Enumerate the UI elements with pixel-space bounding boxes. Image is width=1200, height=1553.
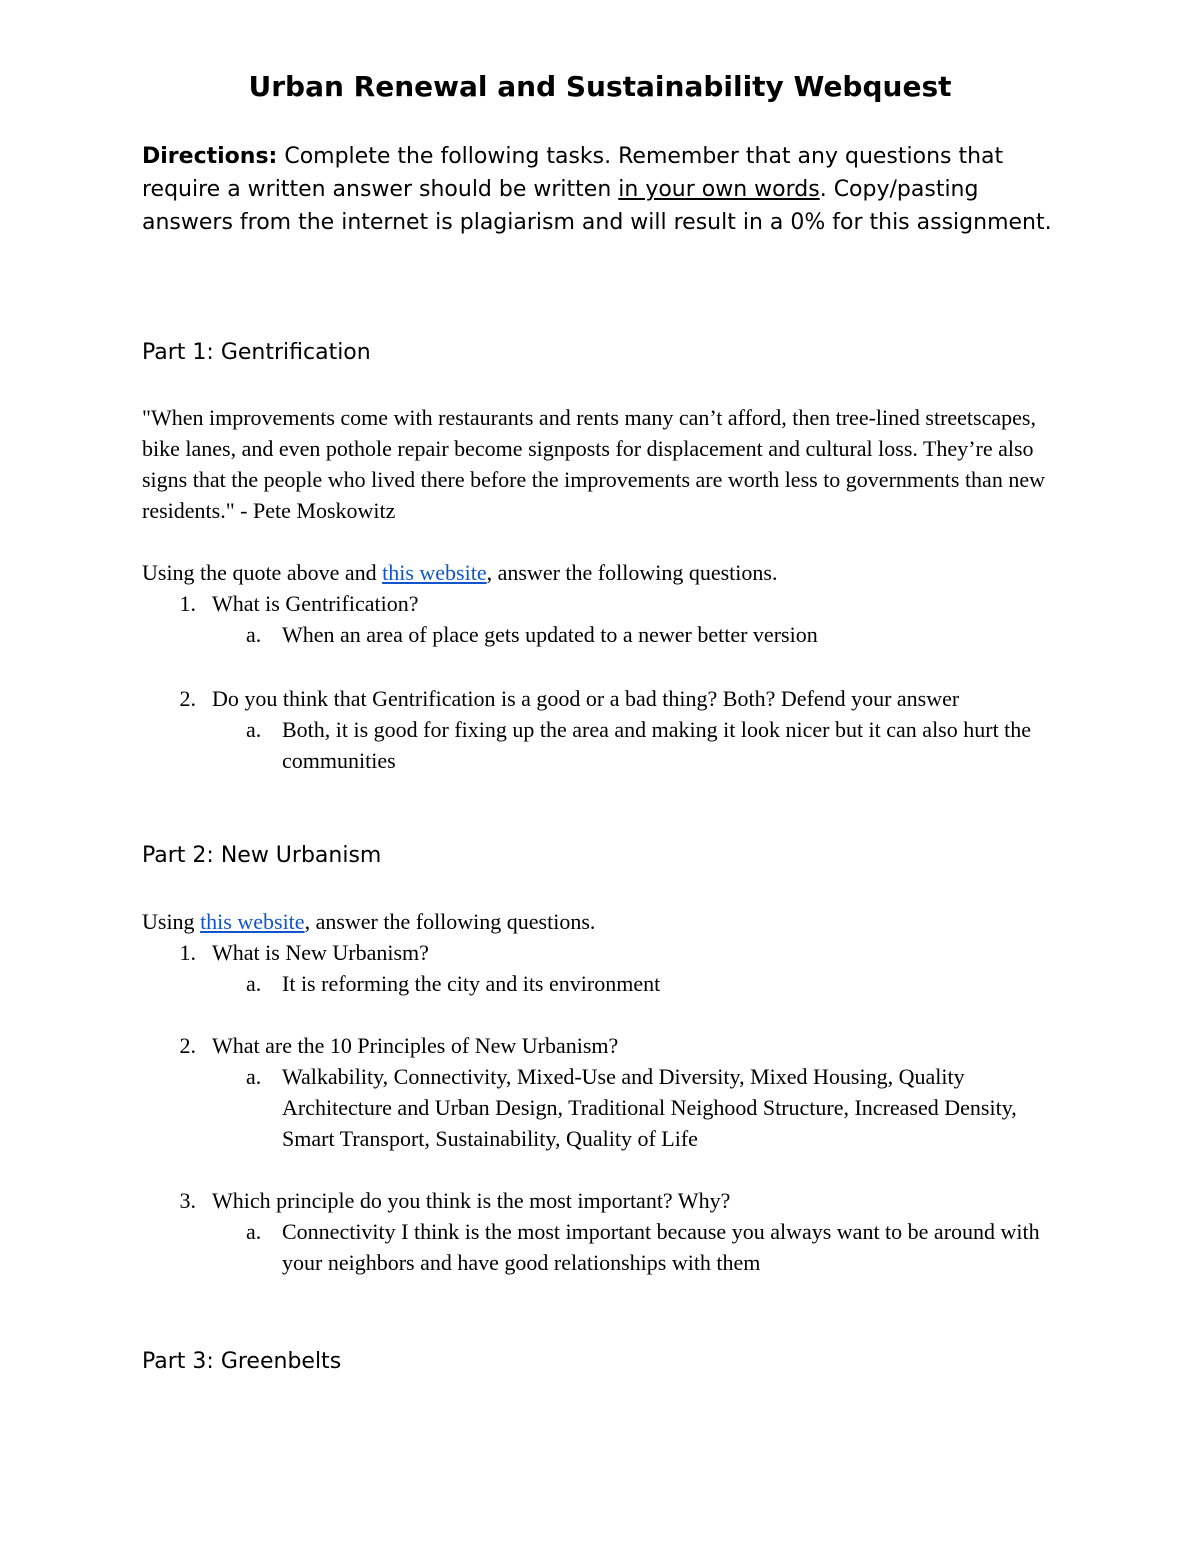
answer-label: a. bbox=[246, 1219, 262, 1244]
answer-text: Connectivity I think is the most important because you always want to be around with your neighbors and have good relationships with them bbox=[282, 1219, 1040, 1275]
directions-text-end: . Copy/pasting answers from the internet is plagiarism and will result in a 0% for this assignment. bbox=[142, 177, 1052, 235]
part2-website-link[interactable]: this website bbox=[200, 909, 305, 934]
document-title: Urban Renewal and Sustainability Webquest bbox=[248, 70, 952, 103]
part1-intro-text-end: , answer the following questions. bbox=[486, 560, 778, 585]
question-text: What is New Urbanism? bbox=[212, 940, 429, 965]
question-text: Do you think that Gentrification is a good or a bad thing? Both? Defend your answer bbox=[212, 686, 960, 711]
question-text: What is Gentrification? bbox=[212, 591, 419, 616]
directions-underlined: in your own words bbox=[618, 177, 820, 202]
question-number: 1. bbox=[179, 591, 196, 616]
part1-intro-text: Using the quote above and bbox=[142, 560, 383, 585]
part2-intro bbox=[142, 906, 595, 937]
answer-text: Walkability, Connectivity, Mixed-Use and Diversity, Mixed Housing, Quality Architecture and Urban Design, Traditional Neighood Structure, Increased Density, Smart Transport, Sustainability, Quality of Life bbox=[282, 1064, 1017, 1151]
part1-intro bbox=[142, 557, 777, 588]
question-number: 1. bbox=[179, 940, 196, 965]
answer-label: a. bbox=[246, 622, 262, 647]
directions-label: Directions: bbox=[142, 144, 278, 169]
directions-text: Complete the following tasks. Remember that any questions that require a written answer should be written bbox=[142, 144, 1004, 202]
part1-quote: "When improvements come with restaurants and rents many can’t afford, then tree-lined streetscapes, bike lanes, and even pothole repair become signposts for displacement and cultural loss. They’re also signs that the people who lived there before the improvements are worth less to governments than new residents." - Pete Moskowitz bbox=[142, 405, 1045, 523]
part1-heading: Part 1: Gentrification bbox=[142, 340, 371, 365]
question-text: Which principle do you think is the most important? Why? bbox=[212, 1188, 731, 1213]
part1-website-link[interactable]: this website bbox=[382, 560, 487, 585]
part2-intro-text: Using bbox=[142, 909, 201, 934]
question-number: 2. bbox=[179, 1033, 196, 1058]
part2-intro-text-end: , answer the following questions. bbox=[304, 909, 596, 934]
part3-heading: Part 3: Greenbelts bbox=[142, 1349, 342, 1374]
answer-text: Both, it is good for fixing up the area and making it look nicer but it can also hurt the communities bbox=[282, 717, 1032, 773]
answer-label: a. bbox=[246, 717, 262, 742]
answer-text: It is reforming the city and its environment bbox=[282, 971, 661, 996]
question-number: 2. bbox=[179, 686, 196, 711]
part2-heading: Part 2: New Urbanism bbox=[142, 843, 382, 868]
answer-label: a. bbox=[246, 1064, 262, 1089]
answer-label: a. bbox=[246, 971, 262, 996]
directions-paragraph bbox=[142, 140, 1062, 239]
answer-text: When an area of place gets updated to a newer better version bbox=[282, 622, 818, 647]
question-number: 3. bbox=[179, 1188, 196, 1213]
question-text: What are the 10 Principles of New Urbanism? bbox=[212, 1033, 619, 1058]
